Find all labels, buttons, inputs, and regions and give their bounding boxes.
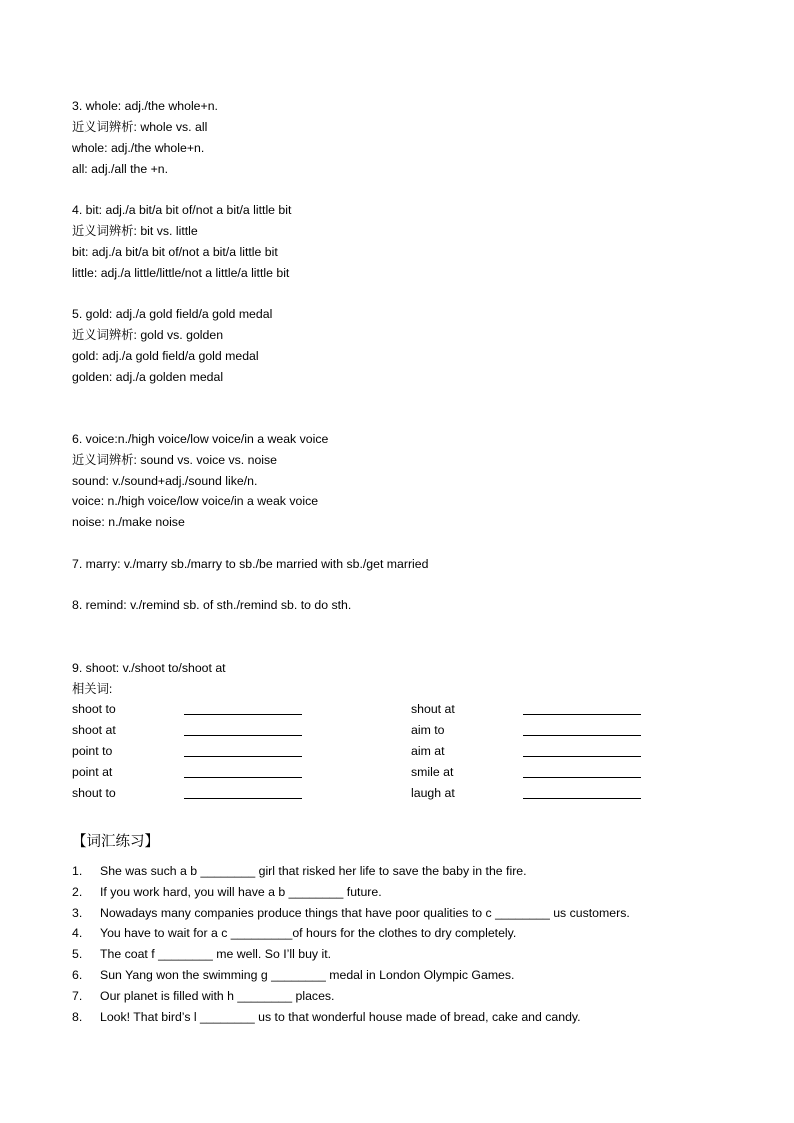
- exercise-sentence: Nowadays many companies produce things that have poor qualities to c ________ us customers.: [100, 906, 630, 920]
- section-bit-compare: 近义词辨析: bit vs. little: [72, 224, 198, 238]
- exercise-sentence: If you work hard, you will have a b ________ future.: [100, 885, 382, 899]
- related-row: [0, 701, 794, 717]
- answer-blank[interactable]: [184, 735, 302, 736]
- exercise-number: 4.: [72, 926, 83, 940]
- exercise-item: [0, 884, 794, 900]
- exercise-item: [0, 863, 794, 879]
- answer-blank[interactable]: [523, 798, 641, 799]
- related-word-right: aim to: [411, 723, 445, 737]
- exercise-heading: 【词汇练习】: [72, 834, 159, 850]
- related-word-right: shout at: [411, 702, 455, 716]
- related-row: [0, 722, 794, 738]
- section-voice-line: voice: n./high voice/low voice/in a weak voice: [72, 494, 319, 508]
- answer-blank[interactable]: [523, 714, 641, 715]
- related-word-left: shoot to: [72, 702, 116, 716]
- exercise-number: 7.: [72, 989, 83, 1003]
- exercise-item: [0, 946, 794, 962]
- section-remind-title: 8. remind: v./remind sb. of sth./remind sb. to do sth.: [72, 598, 352, 612]
- section-shoot-title: 9. shoot: v./shoot to/shoot at: [72, 661, 226, 675]
- exercise-sentence: You have to wait for a c _________of hours for the clothes to dry completely.: [100, 926, 517, 940]
- answer-blank[interactable]: [184, 714, 302, 715]
- related-row: [0, 785, 794, 801]
- answer-blank[interactable]: [523, 735, 641, 736]
- answer-blank[interactable]: [523, 777, 641, 778]
- section-bit-line: little: adj./a little/little/not a little/a little bit: [72, 266, 290, 280]
- related-word-left: shout to: [72, 786, 116, 800]
- exercise-sentence: Sun Yang won the swimming g ________ medal in London Olympic Games.: [100, 968, 515, 982]
- exercise-number: 1.: [72, 864, 83, 878]
- related-word-left: shoot at: [72, 723, 116, 737]
- exercise-sentence: Look! That bird’s l ________ us to that wonderful house made of bread, cake and candy.: [100, 1010, 581, 1024]
- section-gold-line: golden: adj./a golden medal: [72, 370, 224, 384]
- section-whole-line: all: adj./all the +n.: [72, 162, 169, 176]
- related-word-left: point to: [72, 744, 113, 758]
- exercise-item: [0, 988, 794, 1004]
- exercise-sentence: She was such a b ________ girl that risked her life to save the baby in the fire.: [100, 864, 527, 878]
- section-marry-title: 7. marry: v./marry sb./marry to sb./be married with sb./get married: [72, 557, 429, 571]
- answer-blank[interactable]: [184, 756, 302, 757]
- exercise-number: 5.: [72, 947, 83, 961]
- section-gold-line: gold: adj./a gold field/a gold medal: [72, 349, 259, 363]
- related-word-right: aim at: [411, 744, 445, 758]
- related-word-right: smile at: [411, 765, 454, 779]
- section-gold-title: 5. gold: adj./a gold field/a gold medal: [72, 307, 273, 321]
- related-row: [0, 743, 794, 759]
- section-voice-line: noise: n./make noise: [72, 515, 185, 529]
- section-bit-title: 4. bit: adj./a bit/a bit of/not a bit/a little bit: [72, 203, 292, 217]
- section-shoot-related: 相关词:: [72, 682, 113, 696]
- exercise-item: [0, 1009, 794, 1025]
- section-voice-line: sound: v./sound+adj./sound like/n.: [72, 474, 258, 488]
- section-voice-compare: 近义词辨析: sound vs. voice vs. noise: [72, 453, 278, 467]
- answer-blank[interactable]: [184, 777, 302, 778]
- exercise-sentence: The coat f ________ me well. So I’ll buy it.: [100, 947, 332, 961]
- related-word-left: point at: [72, 765, 113, 779]
- answer-blank[interactable]: [184, 798, 302, 799]
- exercise-number: 3.: [72, 906, 83, 920]
- related-word-right: laugh at: [411, 786, 455, 800]
- exercise-number: 6.: [72, 968, 83, 982]
- section-gold-compare: 近义词辨析: gold vs. golden: [72, 328, 224, 342]
- answer-blank[interactable]: [523, 756, 641, 757]
- exercise-item: [0, 925, 794, 941]
- exercise-sentence: Our planet is filled with h ________ places.: [100, 989, 335, 1003]
- related-row: [0, 764, 794, 780]
- exercise-item: [0, 905, 794, 921]
- exercise-number: 2.: [72, 885, 83, 899]
- section-whole-title: 3. whole: adj./the whole+n.: [72, 99, 218, 113]
- section-voice-title: 6. voice:n./high voice/low voice/in a weak voice: [72, 432, 329, 446]
- exercise-number: 8.: [72, 1010, 83, 1024]
- section-whole-line: whole: adj./the whole+n.: [72, 141, 205, 155]
- exercise-item: [0, 967, 794, 983]
- section-bit-line: bit: adj./a bit/a bit of/not a bit/a little bit: [72, 245, 278, 259]
- section-whole-compare: 近义词辨析: whole vs. all: [72, 120, 208, 134]
